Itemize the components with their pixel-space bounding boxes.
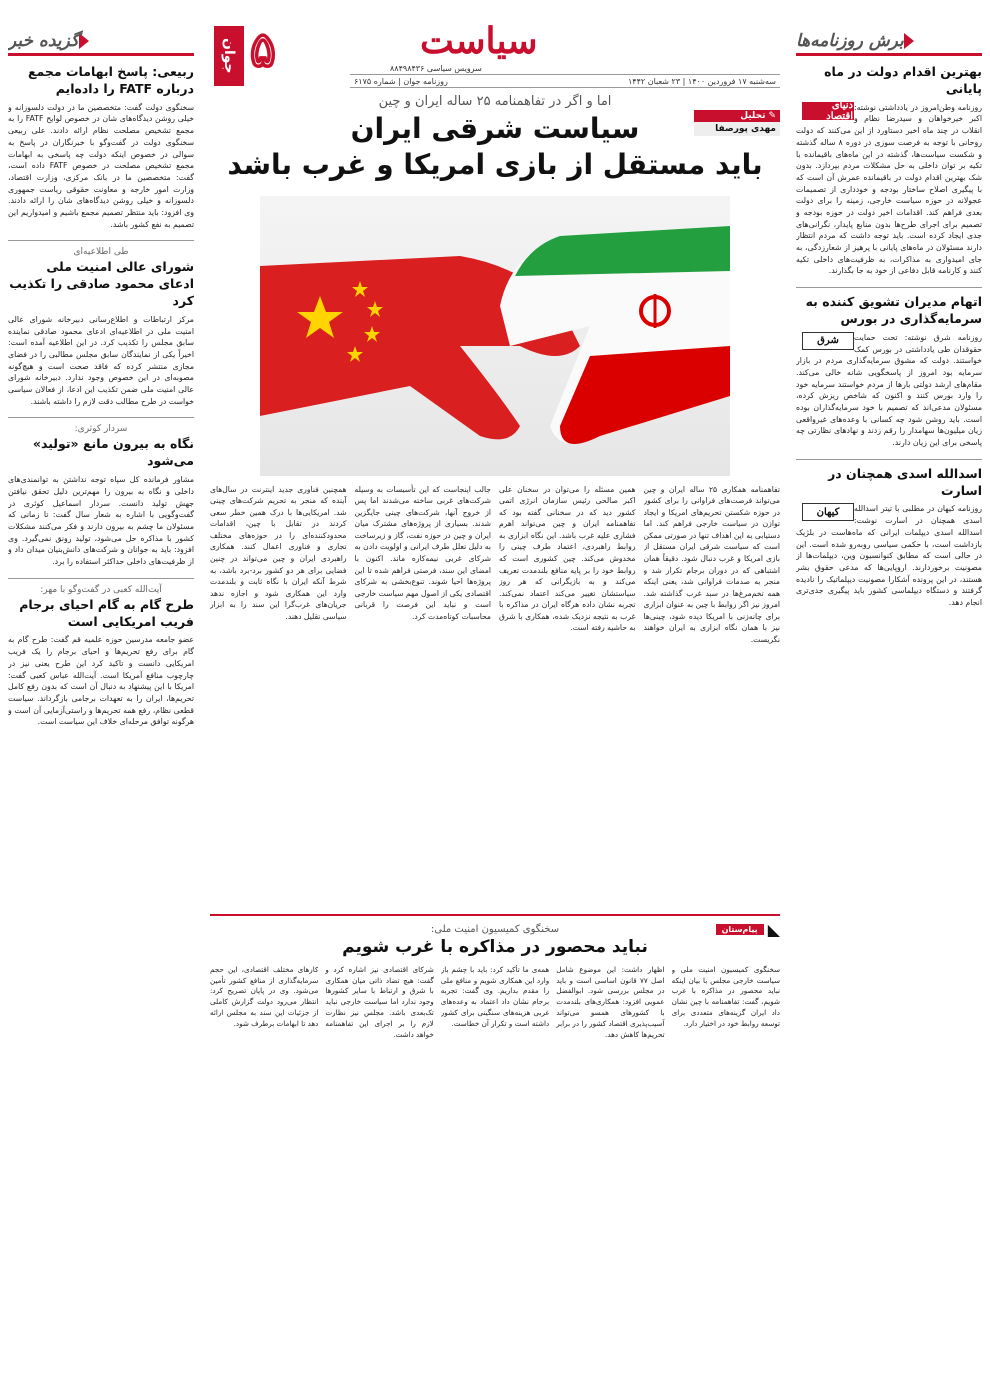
story-title[interactable]: شورای عالی امنیت ملی ادعای محمود صادقی را تکذیب کرد [9, 259, 194, 309]
article-column: همین مسئله را می‌توان در سخنان علی اکبر صالحی رئیس سازمان انرژی اتمی کشور دید که در سخنانی گفته بود که تفاهمنامه ایران و چین می‌تواند اهرم فشاری علیه غرب باشد. این نگاه ابزاری به روابط راهبردی، اعتماد طرف چینی را مخدوش می‌کند. چین کشوری است که روابط خود را بر پایه منافع بلندمدت تعریف می‌کند و به بازیگرانی که هر روز سیاستشان تغییر می‌کند اعتماد نمی‌کند. تجربه نشان داده هرگاه ایران در مذاکره با غرب به نتیجه نزدیک شده، همکاری با شرق به حاشیه رفته است. [499, 484, 636, 633]
divider [796, 287, 982, 288]
story-title[interactable]: بهترین اقدام دولت در ماه پایانی [824, 64, 982, 96]
issue-line: روزنامه جوان | شماره ۶۱۷۵ [354, 76, 448, 86]
story-body: روزنامه کیهان در مطلبی با تیتر اسدالله اسدی همچنان در اسارت نوشت: اسدالله اسدی دیپلمات ایرانی که ماه‌هاست در بلژیک بازداشت است، با حکمی سیاسی روبه‌رو شده است. این در حالی است که مطابق کنوانسیون وین، دیپلمات‌ها از مصونیت برخوردارند. اروپایی‌ها که مدعی حقوق بشر هستند، در این پرونده آشکارا مصونیت دیپلماتیک را نادیده گرفتند و دستگاه دیپلماسی کشور باید پیگیری جدی‌تری انجام دهد. [796, 504, 982, 607]
section-marker-icon [79, 33, 89, 49]
section-title: برش روزنامه‌ها [796, 30, 904, 51]
brief-story [8, 424, 194, 567]
press-story [796, 294, 982, 449]
story-title[interactable]: اتهام مدیران تشویق کننده به سرمایه‌گذاری در بورس [805, 294, 982, 326]
article-column: شرکای اقتصادی نیز اشاره کرد و گفت: هیچ تضاد ذاتی میان همکاری با شرق و ارتباط با سایر کشورها وجود ندارد اما سیاست خارجی نباید تک‌بعدی باشد. مجلس نیز نظارت لازم را بر اجرای این تفاهمنامه خواهد داشت. [325, 964, 434, 1039]
article-column: کارهای مختلف اقتصادی، این حجم سرمایه‌گذاری از منافع کشور تأمین می‌شود. وی در پایان تصریح کرد: انتظار می‌رود دولت گزارش کاملی از جزئیات این سند به مجلس ارائه دهد تا ابهامات برطرف شود. [210, 964, 319, 1028]
lead-title[interactable]: سیاست شرقی ایران باید مستقل از بازی امریکا و غرب باشد [227, 112, 763, 182]
brief-story [8, 247, 194, 407]
author-name: مهدی پورصفا [694, 122, 780, 136]
divider [796, 459, 982, 460]
press-story [796, 64, 982, 277]
info-strip [350, 74, 780, 88]
story-title[interactable]: نگاه به بیرون مانع «تولید» می‌شود [32, 436, 194, 469]
story-title[interactable]: طرح گام به گام احیای برجام فریب امریکایی است [19, 596, 194, 629]
analysis-label: ✎ تحلیل [694, 110, 780, 122]
interview-kicker: سخنگوی کمیسیون امنیت ملی: [430, 923, 560, 935]
article-column: همه‌ی ما تأکید کرد: باید با چشم باز وارد این همکاری شویم و منافع ملی را مقدم بداریم. وی گفت: تجربه برجام نشان داد اعتماد به وعده‌های غربی هزینه‌های سنگینی برای کشور داشته است و تکرار آن خطاست. [440, 964, 550, 1028]
article-column: تفاهمنامه همکاری ۲۵ ساله ایران و چین می‌تواند فرصت‌های فراوانی را برای کشور در حوزه شکستن تحریم‌های امریکا و ایجاد توازن در سیاست خارجی فراهم کند. اما دستیابی به این اهداف تنها در صورتی ممکن است که سیاست شرقی ایران مستقل از بازی امریکا و غرب دنبال شود. دقیقاً همان اشتباهی که در دوران برجام تکرار شد و منجر به صدمات فراوانی شد، یعنی اینکه همه تخم‌مرغ‌ها در سبد غرب گذاشته شد. امروز نیز اگر روابط با چین به عنوان ابزاری برای چانه‌زنی با امریکا دیده شود، چینی‌ها نیز با همان نگاه ابزاری به ایران خواهند نگریست. [643, 484, 780, 644]
divider [8, 417, 194, 418]
divider [8, 240, 194, 241]
handshake-illustration [260, 196, 730, 476]
interview-box [210, 914, 780, 1115]
interview-body [210, 965, 780, 1115]
article-column: جالب اینجاست که این تأسیسات به وسیله شرکت‌های غربی ساخته می‌شدند اما پس از خروج آنها، شرکت‌های چینی جایگزین شدند. بسیاری از پروژه‌های مشترک میان ایران و چین در حوزه نفت، گاز و زیرساخت به دلیل تعلل طرف ایرانی و اولویت دادن به شرکای غربی نیمه‌کاره ماند. اکنون با امضای این سند، فرصتی فراهم شده تا این پروژه‌ها احیا شوند. تنوع‌بخشی به شرکای اقتصادی یکی از اصول مهم سیاست خارجی است و نباید این فرصت را قربانی محاسبات کوتاه‌مدت کرد. [354, 484, 491, 621]
masthead [210, 20, 780, 84]
editor-line: سرویس سیاسی ۸۸۴۹۸۴۳۶ [390, 64, 482, 73]
arrow-icon: ◣ [767, 919, 780, 939]
interview-tag: ◣ پیام‌ستان [716, 920, 780, 939]
main-column [210, 20, 780, 1392]
lead-article-body [210, 484, 780, 904]
brief-story [8, 585, 194, 728]
newspaper-logo: شرق [802, 332, 854, 350]
press-story [796, 466, 982, 609]
story-body: روزنامه وطن‌امروز در یادداشتی نوشته: اکبر خیرخواهان و سیدرضا نظام و انقلاب در چند ماه اخیر دستاورد از این می‌کنند که دولت روحانی با توجه به فرصت سوزی در دوره ۸ ساله گذشته و شکست سیاست‌ها، گذشته در این ماه‌های باقیمانده با تکیه بر توان داخلی به حل مشکلات مردم بپردازد. بدون شک بهترین اقدام دولت در باقیمانده عمرش آن است که با پیگیری اصلاح ساختار بودجه و خودداری از تصمیمات عجولانه در حوزه سیاست خارجی، زمینه را برای دولت بعدی فراهم کند. اقدامات اخیر دولت در حوزه بودجه و تصمیم برای اجرای طرح‌ها بدون منابع پایدار، نگرانی‌های جدی ایجاد کرده است. باید توجه داشت که مردم انتظار دارند مسئولان در ماه‌های پایانی با پرهیز از شعارزدگی، به جای امیدواری به مذاکرات، به ظرفیت‌های داخلی تکیه کنند و کارنامه قابل دفاعی از خود به جا بگذارند. [796, 102, 982, 276]
story-title[interactable]: اسدالله اسدی همچنان در اسارت [828, 465, 982, 498]
story-body: عضو جامعه مدرسین حوزه علمیه قم گفت: طرح گام به گام برای رفع تحریم‌ها و احیای برجام را یک فریب امریکایی دانست و تاکید کرد این طرح یعنی نیز در چارچوب منافع آمریکا است. آیت‌الله عباس کعبی گفت: امریکا با این پیشنهاد به دنبال آن است که بدون رفع کامل تحریم‌ها، ایران را به تعهدات برجامی بازگرداند. سیاست قطعی نظام، رفع همه تحریم‌ها و راستی‌آزمایی آن است و هرگونه توافق مرحله‌ای خلاف این سیاست است. [8, 635, 194, 727]
newspaper-logo: کیهان [802, 503, 854, 521]
story-body: روزنامه شرق نوشته: تحت حمایت حقوقدان طی یادداشتی در بورس کمک خواستند. دولت که مشوق سرمایه‌گذاری مردم در بازار سرمایه بود امروز از پاسخگویی شانه خالی می‌کند. مقام‌های ارشد دولتی بارها از مردم خواستند سرمایه خود را وارد بورس کنند و اکنون که شاخص ریزش کرده، مسئولان مدعی‌اند که تصمیم با خود سرمایه‌گذاران بوده است. باید روشن شود چه کسانی با وعده‌های غیرواقعی زیان میلیون‌ها سهامدار را رقم زدند و نهادهای نظارتی چه پاسخی برای این زیان دارند. [796, 332, 982, 447]
page-number: ۵ [250, 22, 276, 78]
press-review-header [796, 28, 982, 56]
article-column: سخنگوی کمیسیون امنیت ملی و سیاست خارجی مجلس با بیان اینکه نباید محصور در مذاکره با غرب شویم، گفت: تفاهمنامه با چین نشان داد ایران گزینه‌های متعددی برای توسعه روابط خود در اختیار دارد. [671, 964, 780, 1028]
story-body: مشاور فرمانده کل سپاه توجه نداشتن به توانمندی‌های داخلی و نگاه به بیرون را مهم‌ترین دلیل تحقق نیافتن جهش تولید دانست. سردار اسماعیل کوثری در گفت‌وگویی با اشاره به شعار سال گفت: تا زمانی که مسئولان ما چشم به بیرون دارند و فکر می‌کنند مشکلات کشور با مذاکره حل می‌شود، تولید رونق نمی‌گیرد. وی افزود: باید به جوانان و شرکت‌های دانش‌بنیان میدان داد و از ظرفیت‌های داخلی حداکثر استفاده را برد. [8, 475, 194, 566]
article-column: اظهار داشت: این موضوع شامل اصل ۷۷ قانون اساسی است و باید در مجلس بررسی شود. ابوالفضل عمویی افزود: همکاری‌های بلندمدت با کشورهای همسو می‌تواند آسیب‌پذیری اقتصاد کشور را در برابر تحریم‌ها کاهش دهد. [556, 964, 665, 1039]
interview-title[interactable]: نباید محصور در مذاکره با غرب شویم [342, 936, 648, 957]
story-kicker: آیت‌الله کعبی در گفت‌وگو با مهر: [40, 584, 162, 595]
analysis-tag [694, 110, 780, 136]
article-column: همچنین فناوری جدید اینترنت در سال‌های آینده که منجر به تحریم شرکت‌های چینی شد. امریکایی‌ها با درک همین خطر سعی کردند در تقابل با چین، اقدامات محدودکننده‌ای را در حوزه‌های مختلف تجاری و فناوری اعمال کنند. همکاری راهبردی ایران و چین می‌تواند در چنین فضایی برای هر دو کشور برد-برد باشد، به شرط آنکه ایران با نگاه ثابت و بلندمدت وارد این همکاری شود و اجازه ندهد جریان‌های غرب‌گرا این سند را به ابزار سیاسی تقلیل دهند. [210, 484, 347, 621]
pen-icon: ✎ [768, 111, 776, 121]
paper-logo: جوان [214, 26, 244, 86]
story-body: مرکز ارتباطات و اطلاع‌رسانی دبیرخانه شورای عالی امنیت ملی در اطلاعیه‌ای ادعای محمود صادقی نماینده سابق مجلس را تکذیب کرد. در این اطلاعیه آمده است: اخیراً یکی از نمایندگان سابق مجلس مطالبی را در فضای مجازی منتشر کرده که فاقد صحت است و هیچ‌گونه مصوبه‌ای در این خصوص وجود ندارد. دبیرخانه شورای عالی امنیت ملی ضمن تکذیب این ادعا، از فعالان سیاسی خواست در طرح مطالب دقت لازم را داشته باشند. [8, 314, 194, 406]
story-body: سخنگوی دولت گفت: متخصصین ما در دولت دلسوزانه و خیلی روشن دیدگاه‌های شان در خصوص لوایح FATF را به مجمع تشخیص مصلحت نظام ارائه دادند. علی ربیعی سخنگوی دولت در گفت‌وگو با خبرنگاران در پاسخ به سوالی در خصوص اینکه دولت چه پاسخی به ابهامات مجمع تشخیص مصلحت در خصوص FATF داده است، گفت: متخصصین ما در بانک مرکزی، وزارت اقتصاد، وزارت امور خارجه و معاونت حقوقی ریاست جمهوری دلسوزانه و خیلی روشن دیدگاه‌های شان را ارائه دادند. وی افزود: باید منتظر تصمیم مجمع باشیم و امیدواریم این تصمیم به نفع کشور باشد. [8, 102, 194, 229]
section-marker-icon [904, 33, 914, 49]
news-brief-column [8, 28, 194, 1392]
news-brief-header [8, 28, 194, 56]
section-name: سیاست [420, 20, 538, 62]
newspaper-logo: دنیای اقتصاد [802, 102, 854, 120]
lead-kicker: اما و اگر در تفاهمنامه ۲۵ ساله ایران و چین [378, 94, 612, 109]
story-kicker: طی اطلاعیه‌ای [73, 247, 129, 258]
brief-story [8, 64, 194, 230]
date-line: سه‌شنبه ۱۷ فروردین ۱۴۰۰ | ۲۳ شعبان ۱۴۴۲ [627, 76, 776, 86]
story-title[interactable]: ربیعی: پاسخ ابهامات مجمع درباره FATF را داده‌ایم [27, 64, 194, 96]
story-kicker: سردار کوثری: [74, 424, 128, 435]
press-review-column [796, 28, 982, 1392]
divider [8, 578, 194, 579]
handshake-flags-photo [260, 196, 730, 476]
section-title: گزیده خبر [8, 30, 79, 51]
